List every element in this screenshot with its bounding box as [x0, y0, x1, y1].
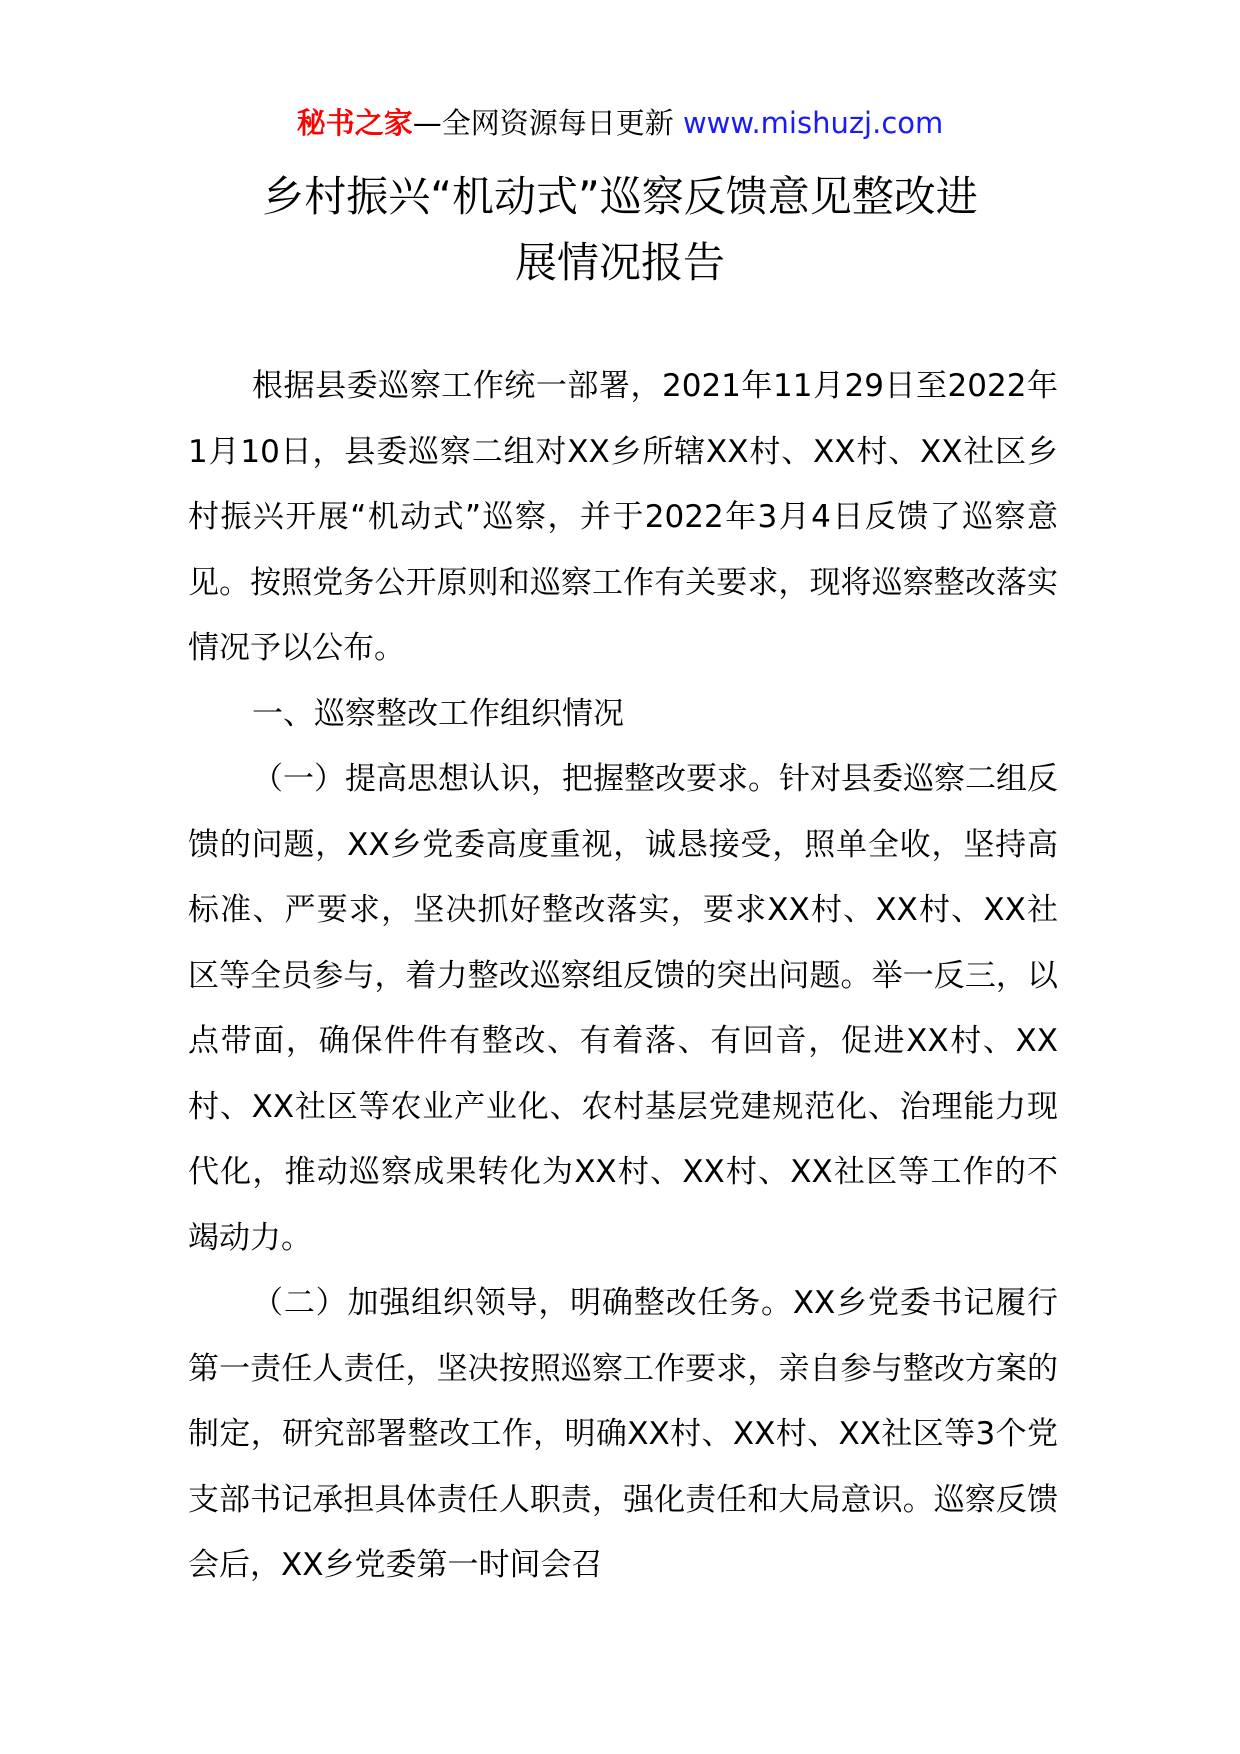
section-heading-1: 一、巡察整改工作组织情况 [252, 695, 624, 732]
intro-paragraph: 根据县委巡察工作统一部署，2021年11月29日至2022年1月10日，县委巡察二组对XX乡所辖XX村、XX村、XX社区乡村振兴开展“机动式”巡察，并于2022年3月4日反馈了巡察意见。按照党务公开原则和巡察工作有关要求，现将巡察整改落实情况予以公布。 [188, 368, 1058, 666]
document-body [188, 354, 1058, 1599]
title-line-1: 乡村振兴“机动式”巡察反馈意见整改进 [262, 172, 978, 221]
subsection-paragraph-1: （一）提高思想认识，把握整改要求。针对县委巡察二组反馈的问题，XX乡党委高度重视，诚恳接受，照单全收，坚持高标准、严要求，坚决抓好整改落实，要求XX村、XX村、XX社区等全员参与，着力整改巡察组反馈的突出问题。举一反三，以点带面，确保件件有整改、有着落、有回音，促进XX村、XX村、XX社区等农业产业化、农村基层党建规范化、治理能力现代化，推动巡察成果转化为XX村、XX村、XX社区等工作的不竭动力。 [188, 761, 1058, 1256]
site-banner [0, 103, 1240, 143]
document-title [150, 164, 1090, 296]
banner-url-link[interactable]: www.mishuzj.com [682, 106, 944, 140]
banner-brand: 秘书之家 [296, 106, 413, 140]
banner-tagline: —全网资源每日更新 [412, 106, 674, 140]
subsection-paragraph-2: （二）加强组织领导，明确整改任务。XX乡党委书记履行第一责任人责任，坚决按照巡察工作要求，亲自参与整改方案的制定，研究部署整改工作，明确XX村、XX村、XX社区等3个党支部书记承担具体责任人职责，强化责任和大局意识。巡察反馈会后，XX乡党委第一时间会召 [188, 1285, 1058, 1583]
title-line-2: 展情况报告 [514, 238, 725, 287]
